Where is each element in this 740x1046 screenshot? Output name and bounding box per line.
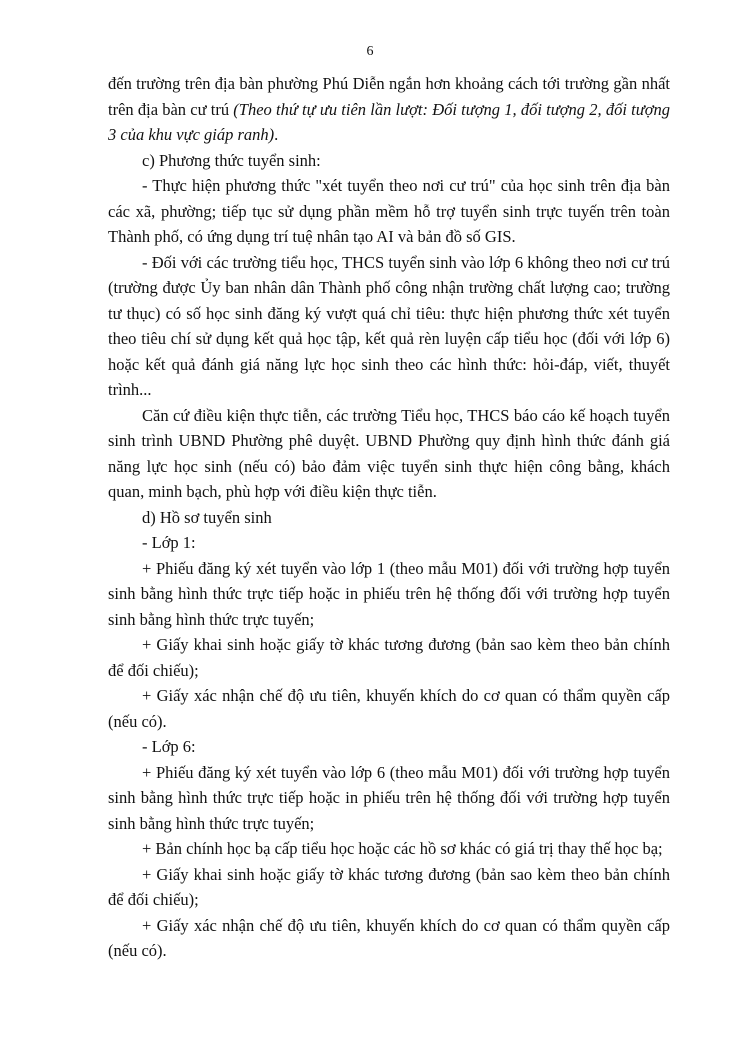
list-item-grade1-priority: + Giấy xác nhận chế độ ưu tiên, khuyến khích do cơ quan có thẩm quyền cấp (nếu có). [108, 686, 670, 731]
page-number: 6 [366, 44, 374, 59]
paragraph-school-plan: Căn cứ điều kiện thực tiễn, các trường Tiểu học, THCS báo cáo kế hoạch tuyển sinh trình UBND Phường phê duyệt. UBND Phường quy định hình thức đánh giá năng lực học sinh (nếu có) bảo đảm việc tuyển sinh thực hiện công bằng, khách quan, minh bạch, phù hợp với điều kiện thực tiễn. [108, 405, 670, 501]
paragraph-residence-based: - Thực hiện phương thức "xét tuyển theo nơi cư trú" của học sinh trên địa bàn các xã, phường; tiếp tục sử dụng phần mềm hỗ trợ tuyển sinh trực tuyến trên toàn Thành phố, có ứng dụng trí tuệ nhân tạo AI và bản đồ số GIS. [108, 176, 670, 246]
paragraph-tail: . [274, 125, 279, 144]
paragraph-continuation [108, 71, 670, 148]
list-item-grade6-transcript: + Bản chính học bạ cấp tiểu học hoặc các hồ sơ khác có giá trị thay thế học bạ; [142, 839, 663, 858]
paragraph-italic-note: (Theo thứ tự ưu tiên lần lượt: Đối tượng 1, đối tượng 2, đối tượng 3 của khu vực giáp ranh) [108, 99, 670, 144]
list-item-grade1-form: + Phiếu đăng ký xét tuyển vào lớp 1 (theo mẫu M01) đối với trường hợp tuyển sinh bằng hình thức trực tiếp hoặc in phiếu trên hệ thống đối với trường hợp tuyển sinh bằng hình thức trực tuyến; [108, 558, 670, 629]
list-item-grade6-birth-certificate: + Giấy khai sinh hoặc giấy tờ khác tương đương (bản sao kèm theo bản chính để đối chiếu); [108, 864, 670, 909]
subheading-grade-1: - Lớp 1: [142, 533, 196, 552]
document-body [108, 71, 670, 964]
list-item-grade1-birth-certificate: + Giấy khai sinh hoặc giấy tờ khác tương đương (bản sao kèm theo bản chính để đối chiếu); [108, 635, 670, 680]
paragraph-quota-exceeded: - Đối với các trường tiểu học, THCS tuyển sinh vào lớp 6 không theo nơi cư trú (trường được Ủy ban nhân dân Thành phố công nhận trường chất lượng cao; trường tư thục) có số học sinh đăng ký vượt quá chỉ tiêu: thực hiện phương thức xét tuyển theo tiêu chí sử dụng kết quả học tập, kết quả rèn luyện cấp tiểu học (đối với lớp 6) hoặc kết quả đánh giá năng lực học sinh theo các hình thức: hỏi-đáp, viết, thuyết trình... [108, 252, 670, 399]
list-item-grade6-form: + Phiếu đăng ký xét tuyển vào lớp 6 (theo mẫu M01) đối với trường hợp tuyển sinh bằng hình thức trực tiếp hoặc in phiếu trên hệ thống đối với trường hợp tuyển sinh bằng hình thức trực tuyến; [108, 762, 670, 833]
section-heading-admission-method: c) Phương thức tuyển sinh: [142, 150, 321, 170]
paragraph-text: đến trường trên địa bàn phường Phú Diễn ngắn hơn khoảng cách tới trường gần nhất trên địa bàn cư trú [108, 74, 670, 119]
subheading-grade-6: - Lớp 6: [142, 737, 196, 756]
list-item-grade6-priority: + Giấy xác nhận chế độ ưu tiên, khuyến khích do cơ quan có thẩm quyền cấp (nếu có). [108, 915, 670, 960]
section-heading-application-file: d) Hồ sơ tuyển sinh [142, 507, 272, 527]
